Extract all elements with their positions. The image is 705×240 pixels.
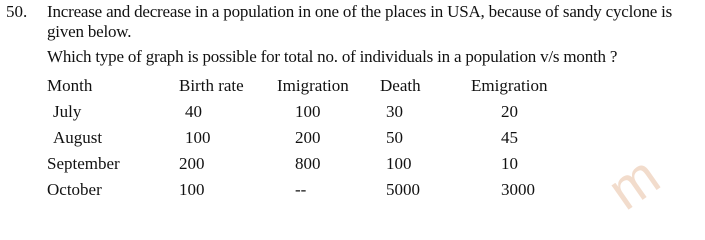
cell-immigration: 200 (295, 128, 321, 147)
question-text-line2: given below. (47, 22, 132, 41)
cell-immigration: 100 (295, 102, 321, 121)
header-immigration: Imigration (277, 76, 349, 95)
cell-emigration: 3000 (501, 180, 535, 199)
header-emigration: Emigration (471, 76, 548, 95)
table-row (47, 180, 591, 206)
cell-emigration: 45 (501, 128, 518, 147)
cell-birth-rate: 100 (179, 180, 205, 199)
cell-month: August (53, 128, 103, 147)
cell-month: September (47, 154, 120, 173)
table-row (47, 154, 591, 180)
question-prompt: Which type of graph is possible for total no. of individuals in a population v/s month ? (47, 47, 618, 66)
header-birth-rate: Birth rate (179, 76, 244, 95)
cell-birth-rate: 40 (185, 102, 202, 121)
watermark: m (596, 143, 671, 222)
question-text-line1: Increase and decrease in a population in one of the places in USA, because of sandy cyclone is (47, 2, 673, 21)
cell-immigration: 800 (295, 154, 321, 173)
header-month: Month (47, 76, 93, 95)
cell-month: October (47, 180, 102, 199)
cell-death: 5000 (386, 180, 420, 199)
cell-month: July (53, 102, 82, 121)
population-table (47, 76, 591, 206)
cell-death: 100 (386, 154, 412, 173)
table-row (47, 102, 591, 128)
cell-immigration: -- (295, 180, 307, 199)
table-header-row (47, 76, 591, 102)
cell-death: 50 (386, 128, 403, 147)
table-row (47, 128, 591, 154)
cell-birth-rate: 100 (185, 128, 211, 147)
cell-death: 30 (386, 102, 403, 121)
cell-emigration: 20 (501, 102, 518, 121)
cell-birth-rate: 200 (179, 154, 205, 173)
cell-emigration: 10 (501, 154, 518, 173)
header-death: Death (380, 76, 421, 95)
question-number: 50. (6, 2, 28, 21)
